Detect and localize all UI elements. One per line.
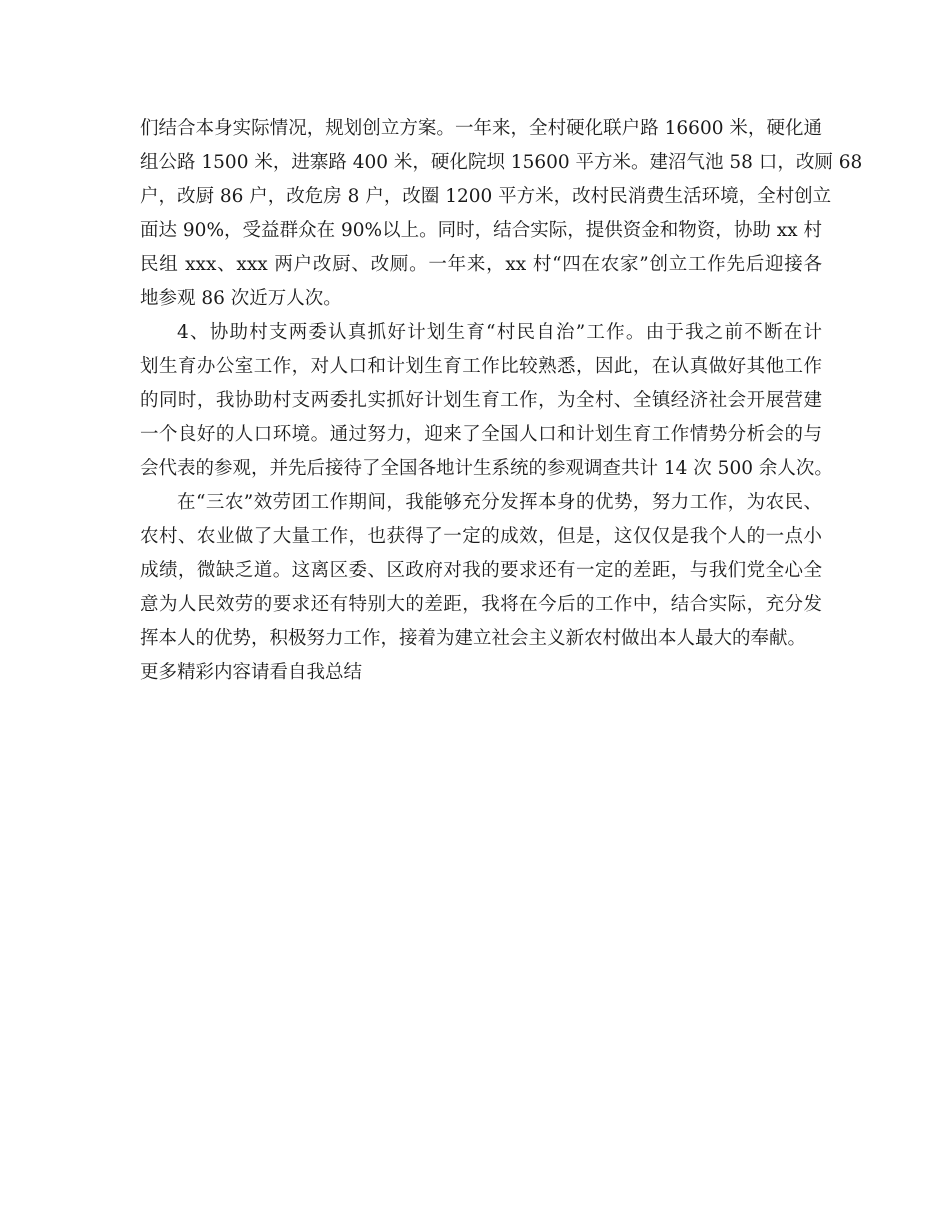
paragraph-line: 的同时，我协助村支两委扎实抓好计划生育工作，为全村、全镇经济社会开展营建	[140, 390, 822, 411]
paragraph-line: 们结合本身实际情况，规划创立方案。一年来，全村硬化联户路 16600 米，硬化通	[140, 118, 822, 139]
paragraph-line: 地参观 86 次近万人次。	[140, 288, 342, 309]
paragraph-line: 面达 90%，受益群众在 90%以上。同时，结合实际，提供资金和物资，协助 xx 村	[140, 220, 822, 241]
paragraph-line: 挥本人的优势，积极努力工作，接着为建立社会主义新农村做出本人最大的奉献。	[140, 628, 807, 649]
paragraph-line: 划生育办公室工作，对人口和计划生育工作比较熟悉，因此，在认真做好其他工作	[140, 356, 822, 377]
paragraph-line: 组公路 1500 米，进寨路 400 米，硬化院坝 15600 平方米。建沼气池 58 口，改厕 68	[140, 152, 863, 173]
paragraph-line: 户，改厨 86 户，改危房 8 户，改圈 1200 平方米，改村民消费生活环境，全村创立	[140, 186, 832, 207]
paragraph-line: 民组 xxx、xxx 两户改厨、改厕。一年来，xx 村“四在农家”创立工作先后迎接各	[140, 254, 822, 275]
paragraph-line: 成绩，微缺乏道。这离区委、区政府对我的要求还有一定的差距，与我们党全心全	[140, 560, 822, 581]
paragraph-line: 一个良好的人口环境。通过努力，迎来了全国人口和计划生育工作情势分析会的与	[140, 424, 822, 445]
document-page	[140, 112, 863, 690]
more-content-line: 更多精彩内容请看自我总结	[140, 662, 363, 683]
paragraph-line: 在“三农”效劳团工作期间，我能够充分发挥本身的优势，努力工作，为农民、	[177, 492, 822, 513]
paragraph-line: 农村、农业做了大量工作，也获得了一定的成效，但是，这仅仅是我个人的一点小	[140, 526, 822, 547]
paragraph-line: 会代表的参观，并先后接待了全国各地计生系统的参观调查共计 14 次 500 余人次。	[140, 458, 833, 479]
paragraph-line: 4、协助村支两委认真抓好计划生育“村民自治”工作。由于我之前不断在计	[177, 322, 822, 343]
paragraph-line: 意为人民效劳的要求还有特别大的差距，我将在今后的工作中，结合实际，充分发	[140, 594, 822, 615]
